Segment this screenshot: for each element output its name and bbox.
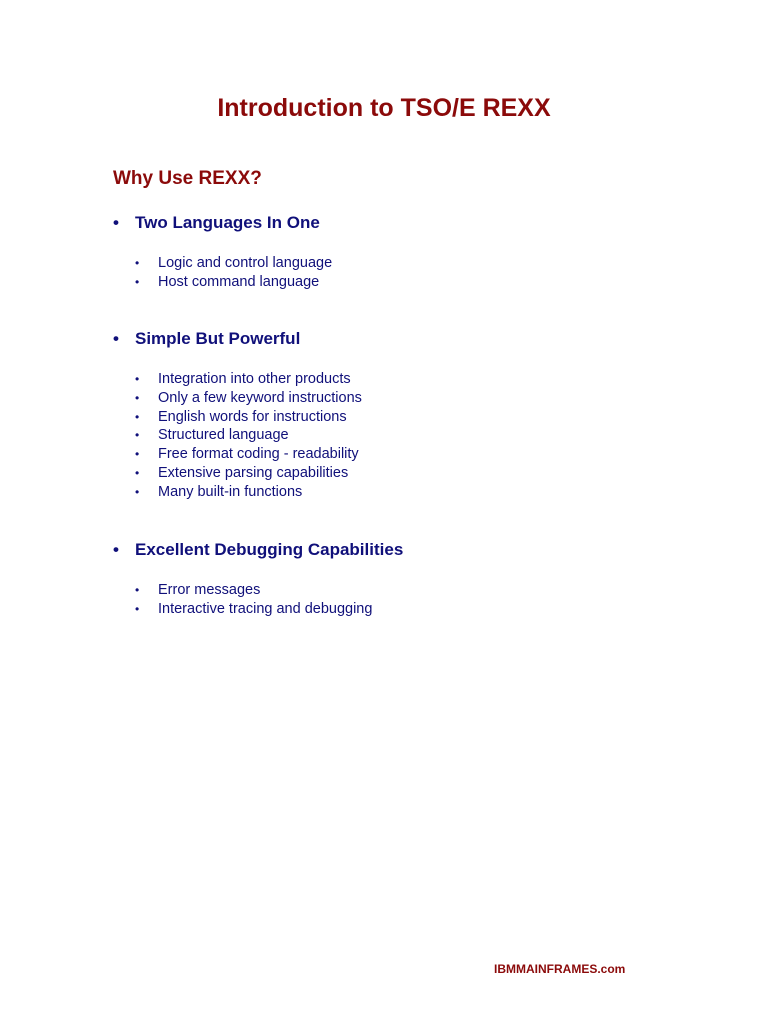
bullet-icon: • [135,428,140,443]
bullet-icon: • [135,390,140,405]
list-item-label: English words for instructions [158,408,347,425]
bullet-icon: • [135,372,140,386]
topic-item-list [113,370,362,502]
bullet-icon: • [113,540,119,559]
list-item [113,408,362,427]
bullet-icon: • [135,256,140,270]
list-item-label: Host command language [158,273,320,290]
topic-two-languages [113,212,332,292]
bullet-icon: • [135,583,140,597]
list-item-label: Error messages [158,582,261,598]
topic-simple-but-powerful [113,328,362,502]
section-heading: Why Use REXX? [113,168,262,189]
bullet-icon: • [135,484,140,499]
bullet-icon: • [113,213,119,232]
list-item [113,483,362,502]
list-item-label: Only a few keyword instructions [158,389,362,406]
list-item [113,370,362,389]
list-item [113,600,403,619]
list-item [113,254,332,273]
topic-item-list [113,581,403,619]
bullet-icon: • [135,601,140,616]
topic-heading [113,328,362,350]
bullet-icon: • [135,274,140,289]
list-item-label: Many built-in functions [158,483,303,500]
topic-heading [113,539,403,561]
list-item-label: Logic and control language [158,255,333,271]
list-item-label: Interactive tracing and debugging [158,600,373,617]
bullet-icon: • [135,409,140,424]
list-item [113,273,332,292]
list-item [113,426,362,445]
list-item-label: Extensive parsing capabilities [158,464,349,481]
topic-debugging [113,539,403,619]
topic-heading [113,212,332,234]
list-item [113,581,403,600]
list-item-label: Free format coding - readability [158,446,359,463]
list-item-label: Structured language [158,427,289,444]
list-item-label: Integration into other products [158,371,351,387]
topic-item-list [113,254,332,292]
page-title: Introduction to TSO/E REXX [217,94,551,122]
bullet-icon: • [135,465,140,480]
bullet-icon: • [135,447,140,462]
topic-heading-label: Excellent Debugging Capabilities [135,540,404,559]
footer-site-name: IBMMAINFRAMES.com [494,962,626,976]
bullet-icon: • [113,329,119,348]
topic-heading-label: Simple But Powerful [135,329,301,348]
topic-heading-label: Two Languages In One [135,213,320,232]
list-item [113,389,362,408]
list-item [113,464,362,483]
list-item [113,445,362,464]
